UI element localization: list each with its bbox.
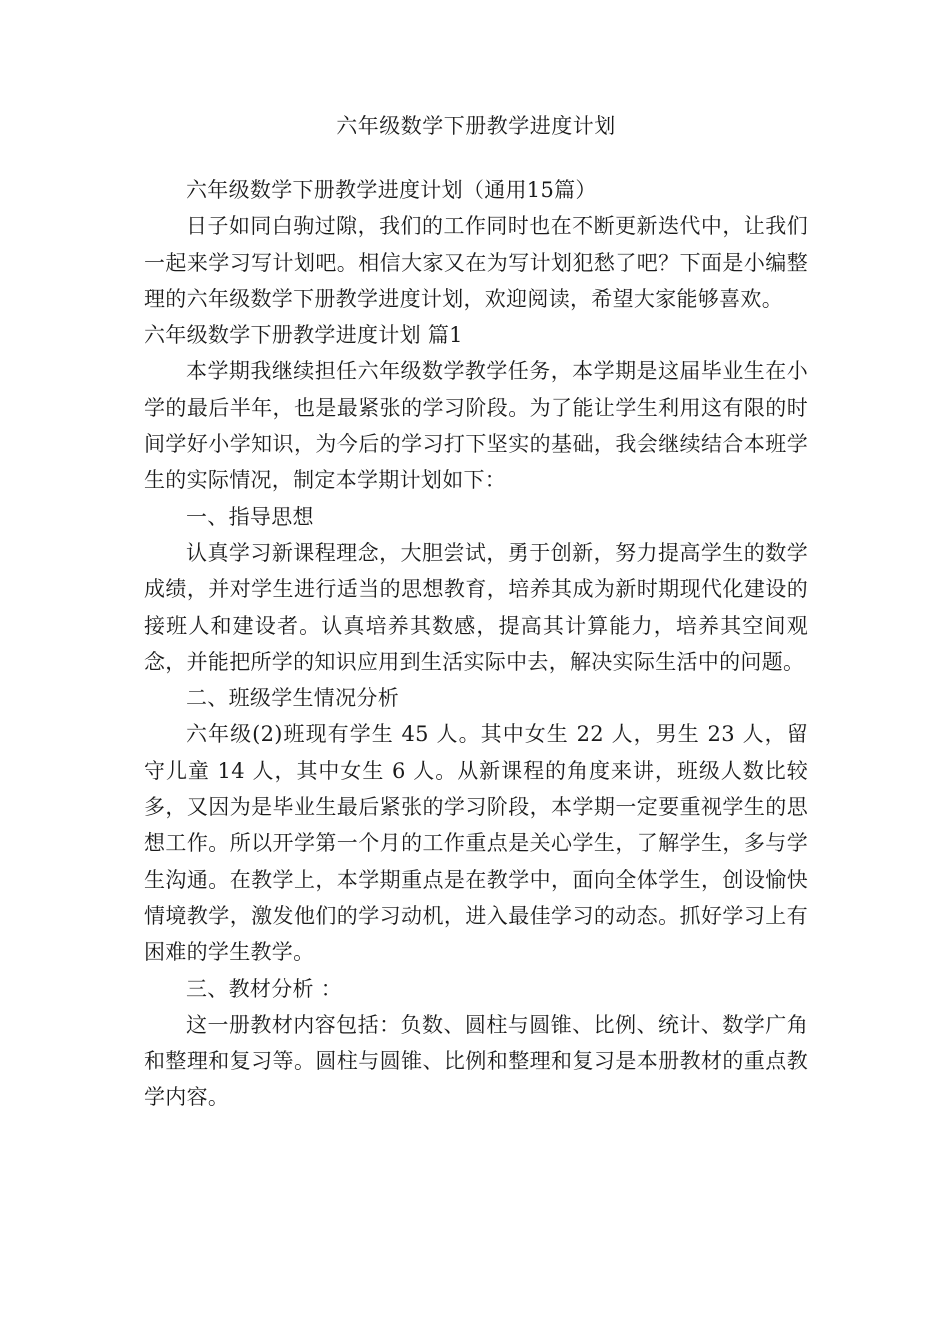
heading-class-analysis: 二、班级学生情况分析 bbox=[186, 686, 399, 711]
heading-textbook-analysis: 三、教材分析 ： bbox=[186, 976, 343, 1001]
paragraph-guiding-ideology: 认真学习新课程理念，大胆尝试，勇于创新，努力提高学生的数学成绩，并对学生进行适当的思想教育，培养其成为新时期现代化建设的接班人和建设者。认真培养其数感，提高其计算能力，培养其空间观念，并能把所学的知识应用到生活实际中去，解决实际生活中的问题。 bbox=[144, 540, 808, 674]
paragraph-textbook-analysis: 这一册教材内容包括：负数、圆柱与圆锥、比例、统计、数学广角和整理和复习等。圆柱与圆锥、比例和整理和复习是本册教材的重点教学内容。 bbox=[144, 1012, 808, 1110]
paragraph-class-analysis: 六年级(2)班现有学生 45 人。其中女生 22 人，男生 23 人，留守儿童 14 人，其中女生 6 人。从新课程的角度来讲，班级人数比较多，又因为是毕业生最后紧张的学习阶段，本学期一定要重视学生的思想工作。所以开学第一个月的工作重点是关心学生，了解学生，多与学生沟通。在教学上，本学期重点是在教学中，面向全体学生，创设愉快情境教学，激发他们的学习动机，进入最佳学习的动态。抓好学习上有困难的学生教学。 bbox=[144, 722, 808, 965]
heading-guiding-ideology: 一、指导思想 bbox=[186, 504, 314, 529]
document-title: 六年级数学下册教学进度计划 bbox=[336, 114, 616, 138]
paragraph-subtitle: 六年级数学下册教学进度计划（通用15篇） bbox=[186, 178, 597, 202]
paragraph-part1-intro: 本学期我继续担任六年级数学教学任务，本学期是这届毕业生在小学的最后半年，也是最紧张的学习阶段。为了能让学生利用这有限的时间学好小学知识，为今后的学习打下坚实的基础，我会继续结合本班学生的实际情况，制定本学期计划如下： bbox=[144, 359, 808, 493]
paragraph-intro: 日子如同白驹过隙，我们的工作同时也在不断更新迭代中，让我们一起来学习写计划吧。相信大家又在为写计划犯愁了吧？下面是小编整理的六年级数学下册教学进度计划，欢迎阅读，希望大家能够喜欢。 bbox=[144, 214, 808, 311]
document-body bbox=[144, 172, 808, 1116]
section-heading-part1: 六年级数学下册教学进度计划 篇1 bbox=[144, 323, 463, 348]
